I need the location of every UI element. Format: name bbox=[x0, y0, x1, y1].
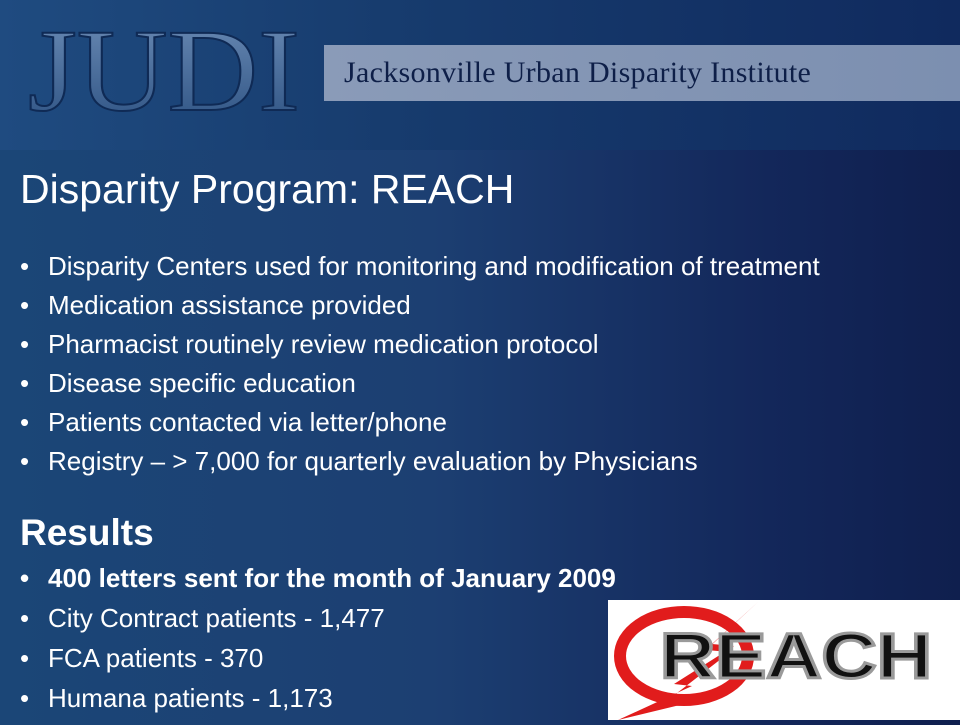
judi-logo-text: JUDI bbox=[28, 10, 300, 136]
reach-logo bbox=[608, 600, 960, 720]
bullet-item: • Disease specific education bbox=[20, 369, 920, 398]
program-bullet-list bbox=[20, 252, 920, 486]
header bbox=[0, 0, 960, 150]
results-list bbox=[20, 564, 620, 724]
institute-bar bbox=[324, 45, 960, 101]
reach-logo-graphic bbox=[608, 600, 960, 720]
bullet-item: • Registry – > 7,000 for quarterly evaluation by Physicians bbox=[20, 447, 920, 476]
result-item: • Humana patients - 1,173 bbox=[20, 684, 620, 713]
result-item: • City Contract patients - 1,477 bbox=[20, 604, 620, 633]
reach-logo-text: REACH bbox=[660, 620, 932, 692]
result-item: • FCA patients - 370 bbox=[20, 644, 620, 673]
results-heading: Results bbox=[20, 512, 154, 553]
page-title: Disparity Program: REACH bbox=[20, 166, 515, 212]
institute-name: Jacksonville Urban Disparity Institute bbox=[344, 56, 812, 89]
judi-logo bbox=[28, 10, 308, 140]
result-item: • 400 letters sent for the month of January 2009 bbox=[20, 564, 620, 593]
bullet-item: • Disparity Centers used for monitoring and modification of treatment bbox=[20, 252, 920, 281]
bullet-item: • Medication assistance provided bbox=[20, 291, 920, 320]
bullet-item: • Pharmacist routinely review medication protocol bbox=[20, 330, 920, 359]
bullet-item: • Patients contacted via letter/phone bbox=[20, 408, 920, 437]
